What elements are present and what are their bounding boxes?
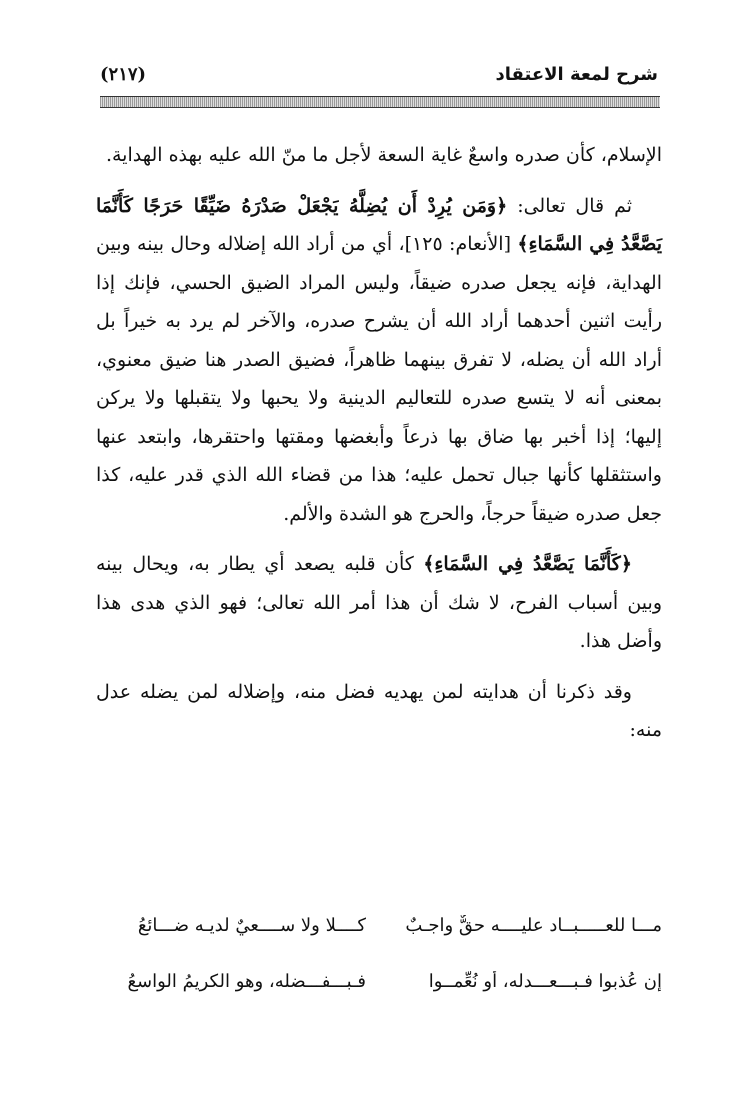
- poem-hemistich: فـبـــفـــضله، وهو الكريمُ الواسعُ: [127, 971, 366, 992]
- paragraph-2-intro: ثم قال تعالى:: [507, 194, 633, 217]
- quran-verse-2: ﴿كَأَنَّمَا يَصَّعَّدُ فِي السَّمَاءِ﴾: [423, 553, 632, 575]
- paragraph-4: وقد ذكرنا أن هدايته لمن يهديه فضل منه، وإضلاله لمن يضله عدل منه:: [96, 680, 662, 741]
- paragraph-2: [96, 187, 662, 534]
- poem-line: [96, 971, 662, 1027]
- page-number: (٢١٧): [100, 64, 147, 85]
- header-rule: [100, 96, 660, 108]
- page-header: [100, 64, 658, 94]
- poem-hemistich: كــــلا ولا ســــعيٌ لديـه ضـــائعُ: [137, 915, 366, 936]
- poem: [96, 915, 662, 1027]
- paragraph-2-rest: [الأنعام: ١٢٥]، أي من أراد الله إضلاله وحال بينه وبين الهداية، فإنه يجعل صدره ضيقاً، وليس المراد الضيق الحسي، فإنك إذا رأيت اثنين أحدهما أراد الله أن يشرح صدره، والآخر لم يرد به خيراً بل أراد الله أن يضله، لا تفرق بينهما ظاهراً، فضيق الصدر هنا ضيق معنوي، بمعنى أنه لا يتسع صدره للتعاليم الدينية ولا يحبها ولا يتقبلها ولا يركن إليها؛ إذا أخبر بها ضاق بها ذرعاً وأبغضها ومقتها واحتقرها، وابتعد عنها واستثقلها كأنها جبال تحمل عليه؛ هذا من قضاء الله الذي قدر عليه، كذا جعل صدره ضيقاً حرجاً، والحرج هو الشدة والألم.: [96, 233, 662, 525]
- book-title: شرح لمعة الاعتقاد: [495, 64, 658, 85]
- poem-hemistich: مـــا للعـــــبــاد عليــــه حقٌّ واجـبٌ: [405, 915, 662, 936]
- poem-hemistich: إن عُذبوا فـبـــعـــدله، أو نُعِّمــوا: [428, 971, 662, 992]
- quran-verse: ﴿وَمَن يُرِدْ أَن يُضِلَّهُ يَجْعَلْ صَدْرَهُ ضَيِّقًا حَرَجًا كَأَنَّمَا يَصَّعَّدُ فِي السَّمَاءِ﴾: [96, 194, 663, 255]
- paragraph-3: [96, 545, 662, 661]
- poem-line: [96, 915, 662, 971]
- paragraph-1: الإسلام، كأن صدره واسعٌ غاية السعة لأجل ما منّ الله عليه بهذه الهداية.: [105, 144, 662, 166]
- body-text: [96, 136, 662, 762]
- paragraph-3-rest: كأن قلبه يصعد أي يطار به، ويحال بينه وبين أسباب الفرح، لا شك أن هذا أمر الله تعالى؛ فهو الذي هدى هذا وأضل هذا.: [96, 553, 662, 652]
